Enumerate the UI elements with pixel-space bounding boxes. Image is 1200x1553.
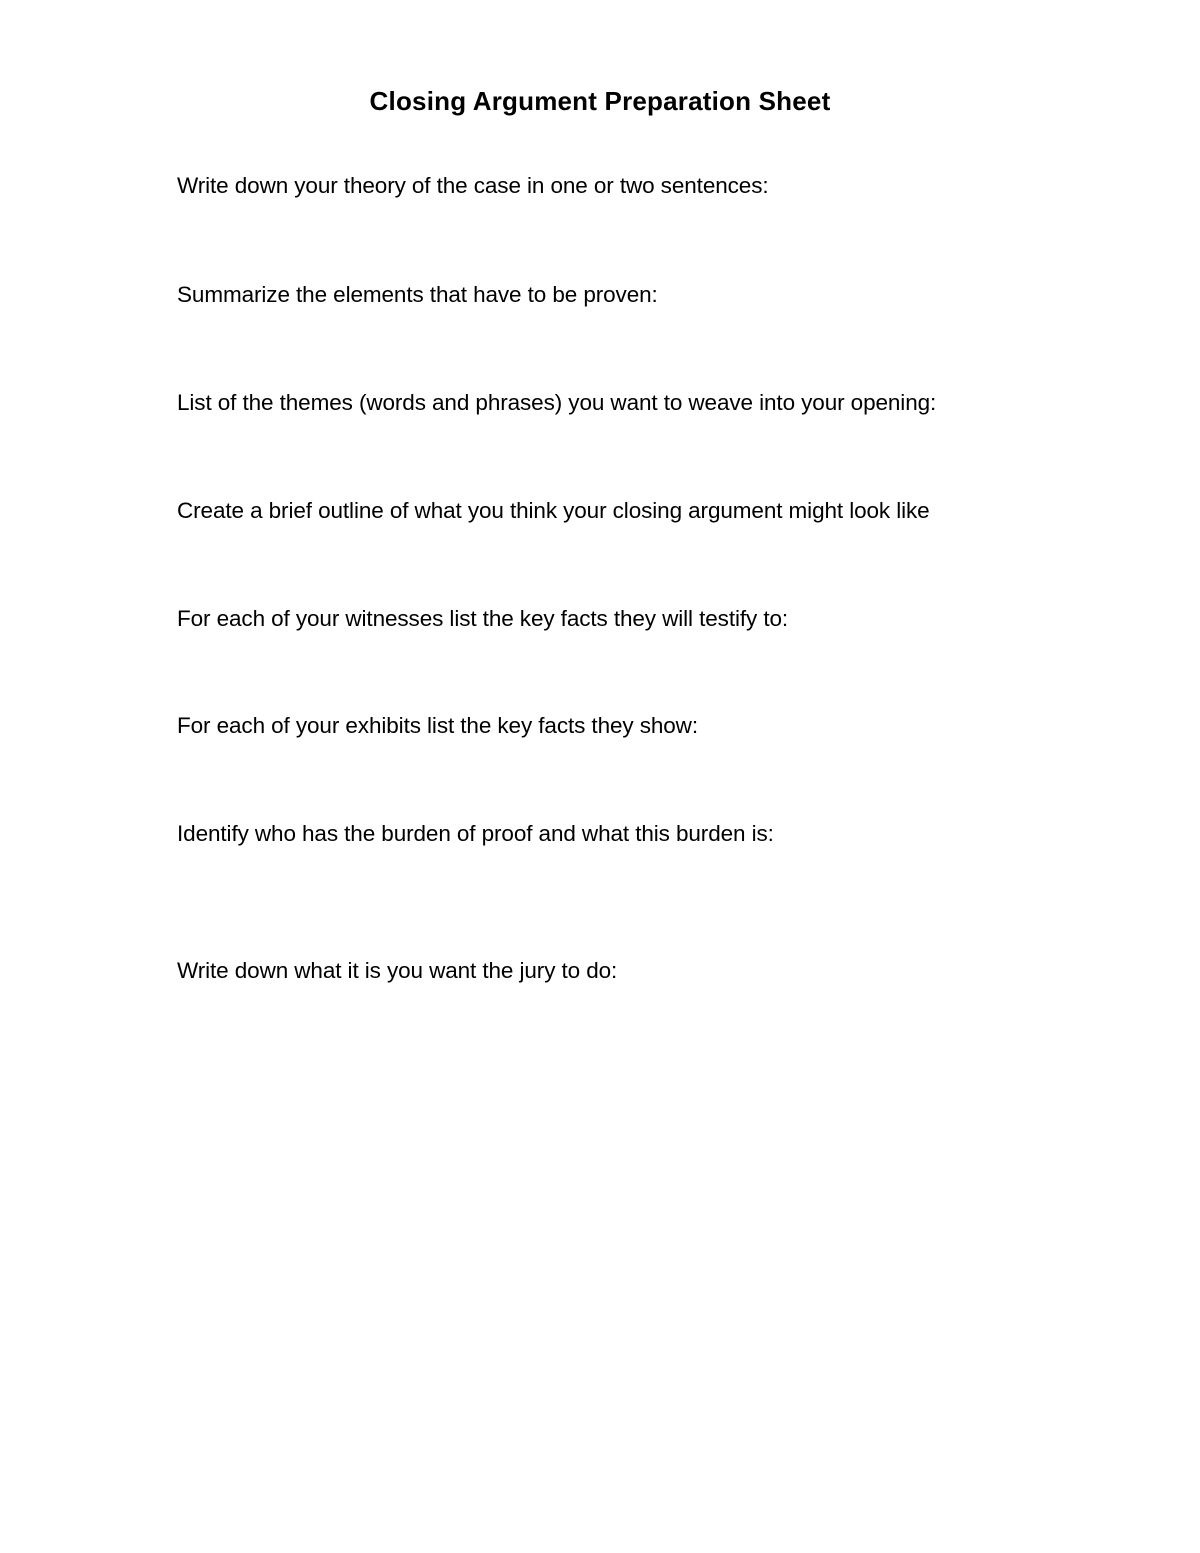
prompt-burden-of-proof: Identify who has the burden of proof and what this burden is: bbox=[177, 821, 774, 846]
prompt-exhibits: For each of your exhibits list the key facts they show: bbox=[177, 713, 698, 738]
prompt-elements: Summarize the elements that have to be proven: bbox=[177, 282, 658, 307]
prompt-witnesses: For each of your witnesses list the key facts they will testify to: bbox=[177, 606, 789, 631]
prompt-themes: List of the themes (words and phrases) you want to weave into your opening: bbox=[177, 390, 937, 415]
prompt-outline: Create a brief outline of what you think your closing argument might look like bbox=[177, 498, 930, 523]
prompt-theory-of-case: Write down your theory of the case in one or two sentences: bbox=[177, 173, 769, 198]
page-title: Closing Argument Preparation Sheet bbox=[369, 86, 831, 116]
prompt-jury-request: Write down what it is you want the jury to do: bbox=[177, 958, 618, 983]
